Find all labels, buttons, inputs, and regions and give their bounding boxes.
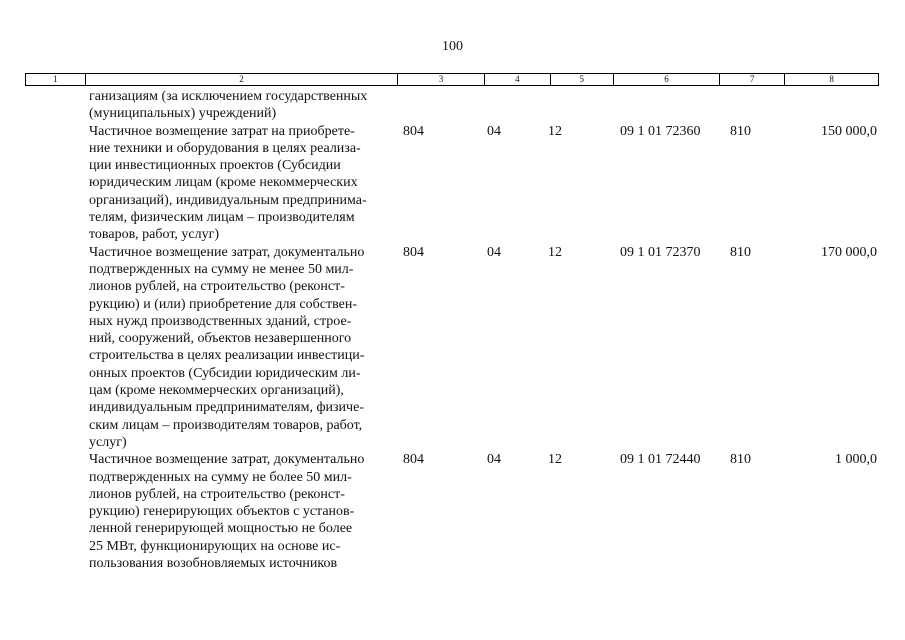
cell-target-article: 09 1 01 72370 [620,244,701,260]
page-number: 100 [442,39,463,54]
description-line: ние техники и оборудования в целях реализа- [89,140,361,156]
table-row [89,123,879,244]
cell-amount: 170 000,0 [821,244,877,260]
header-cell-3: 3 [398,74,485,85]
description-line: подтвержденных на сумму не более 50 мил- [89,469,352,485]
table-row [89,451,879,572]
description-line: рукцию) и (или) приобретение для собствен- [89,296,357,312]
description-line: онных проектов (Субсидии юридическим ли- [89,365,361,381]
table-body [89,88,879,572]
cell-section: 04 [487,452,501,468]
description-line: цам (кроме некоммерческих организаций), [89,383,344,399]
cell-subsection: 12 [548,244,562,260]
header-cell-2: 2 [86,74,398,85]
description-line: рукцию) генерирующих объектов с установ- [89,504,355,520]
row-description [89,244,394,452]
description-line: телям, физическим лицам – производителям [89,210,355,226]
cell-target-article: 09 1 01 72360 [620,123,701,139]
description-line: ных нужд производственных зданий, строе- [89,313,352,329]
description-line: пользования возобновляемых источников [89,556,338,572]
description-line: ганизациям (за исключением государственных [89,89,368,104]
description-line: индивидуальным предпринимателям, физиче- [89,400,364,416]
cell-section: 04 [487,123,501,139]
cell-ministry-code: 804 [403,123,424,139]
header-cell-1: 1 [26,74,86,85]
description-line: 25 МВт, функционирующих на основе ис- [89,538,341,554]
table-header-row [25,73,879,86]
description-line: (муниципальных) учреждений) [89,106,277,122]
description-line: подтвержденных на сумму не менее 50 мил- [89,261,354,277]
description-line: ний, сооружений, объектов незавершенного [89,331,352,347]
row-description [89,451,394,572]
description-line: строительства в целях реализации инвестици- [89,348,365,364]
continued-row [89,88,879,123]
header-cell-8: 8 [829,74,834,84]
description-line: ленной генерирующей мощностью не более [89,521,353,537]
cell-ministry-code: 804 [403,244,424,260]
description-line: лионов рублей, на строительство (реконст- [89,486,345,502]
header-cell-5: 5 [551,74,614,85]
description-line: ским лицам – производителям товаров, работ, [89,417,363,433]
description-line: услуг) [89,434,127,450]
cell-section: 04 [487,244,501,260]
header-cell-6: 6 [614,74,721,85]
description-line: организаций), индивидуальным предпринима- [89,192,367,208]
description-line: товаров, работ, услуг) [89,227,220,243]
row-description [89,123,394,244]
cell-ministry-code: 804 [403,452,424,468]
cell-target-article: 09 1 01 72440 [620,452,701,468]
row-description [89,88,394,123]
description-line: юридическим лицам (кроме некоммерческих [89,175,358,191]
description-line: Частичное возмещение затрат, документально [89,244,365,260]
cell-expense-type: 810 [730,452,751,468]
cell-expense-type: 810 [730,244,751,260]
header-cell-7: 7 [720,74,785,85]
cell-expense-type: 810 [730,123,751,139]
description-line: ции инвестиционных проектов (Субсидии [89,158,341,174]
description-line: лионов рублей, на строительство (реконст- [89,279,345,295]
description-line: Частичное возмещение затрат, документально [89,452,365,468]
cell-amount: 1 000,0 [835,452,877,468]
table-row [89,244,879,452]
description-line: Частичное возмещение затрат на приобрете- [89,123,355,139]
cell-subsection: 12 [548,123,562,139]
header-cell-4: 4 [485,74,551,85]
cell-subsection: 12 [548,452,562,468]
cell-amount: 150 000,0 [821,123,877,139]
